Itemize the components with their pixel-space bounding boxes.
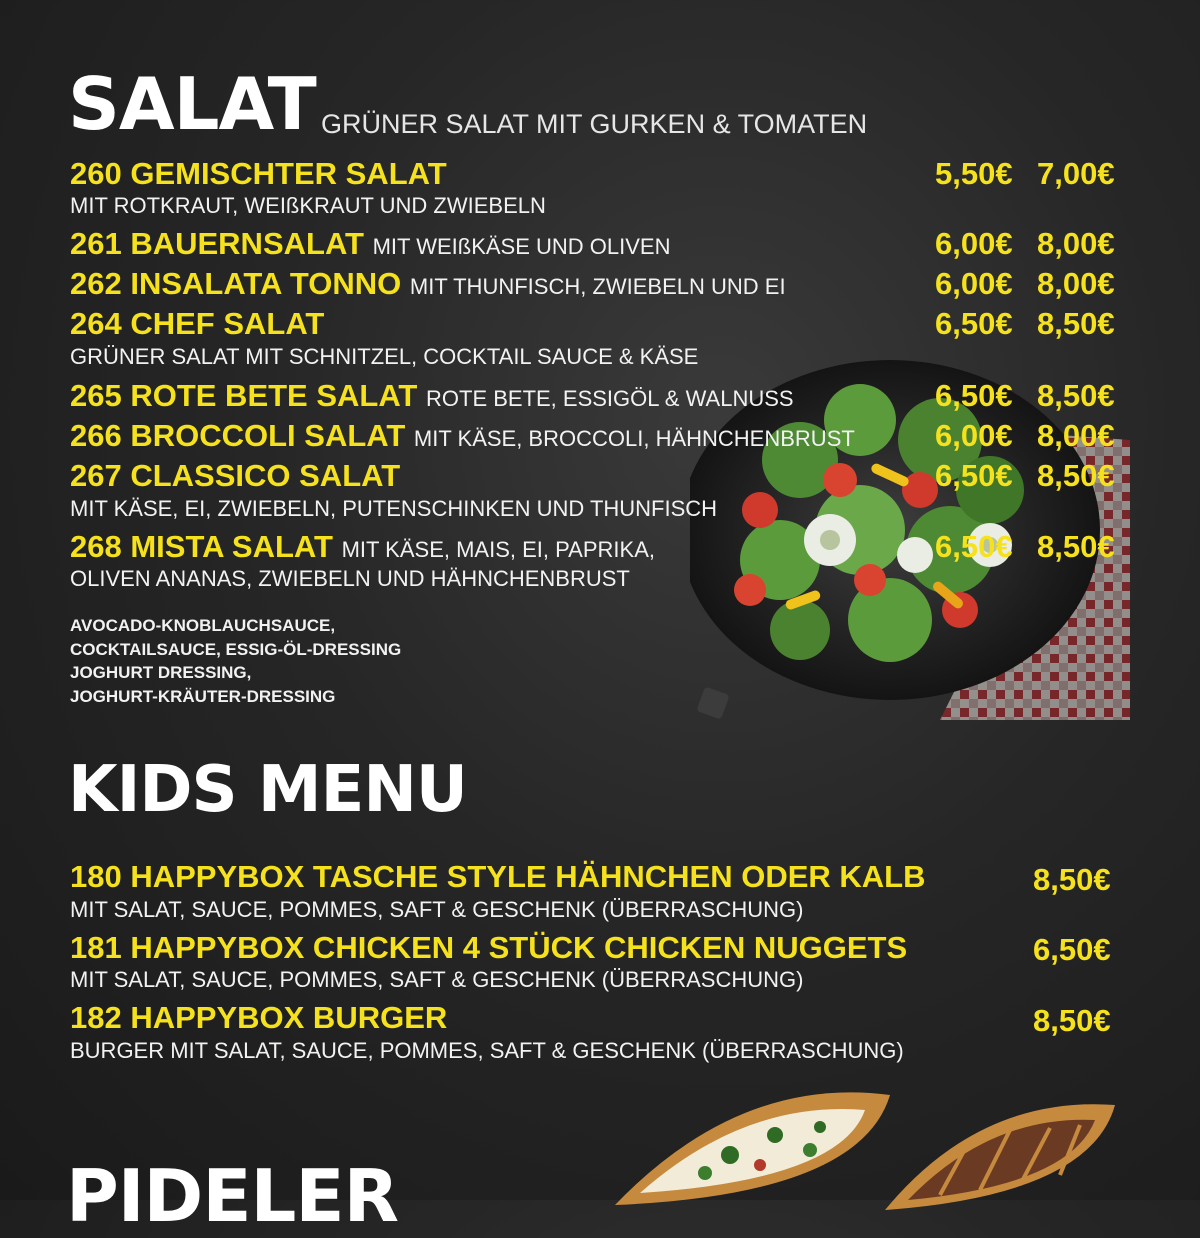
menu-item-desc: MIT SALAT, SAUCE, POMMES, SAFT & GESCHENK (ÜBERRASCHUNG)	[70, 897, 804, 922]
menu-item-desc: MIT SALAT, SAUCE, POMMES, SAFT & GESCHENK (ÜBERRASCHUNG)	[70, 967, 804, 992]
price-small: 6,50€	[935, 458, 1013, 493]
menu-item-inline-desc: MIT KÄSE, MAIS, EI, PAPRIKA,	[341, 537, 655, 562]
price-large: 8,50€	[1037, 458, 1115, 493]
menu-item-name: 268 MISTA SALAT MIT KÄSE, MAIS, EI, PAPRIKA,	[70, 529, 655, 564]
menu-item-name: 266 BROCCOLI SALAT MIT KÄSE, BROCCOLI, HÄHNCHENBRUST	[70, 418, 855, 453]
menu-item-inline-desc: MIT THUNFISCH, ZWIEBELN UND EI	[409, 274, 786, 299]
menu-item-name: 181 HAPPYBOX CHICKEN 4 STÜCK CHICKEN NUGGETS	[70, 930, 908, 965]
menu-item-desc: OLIVEN ANANAS, ZWIEBELN UND HÄHNCHENBRUST	[70, 566, 630, 591]
menu-item-name: 260 GEMISCHTER SALAT	[70, 156, 447, 191]
price-large: 8,00€	[1037, 226, 1115, 261]
menu-item-name: 264 CHEF SALAT	[70, 306, 325, 341]
sauce-line: AVOCADO-KNOBLAUCHSAUCE,	[70, 616, 336, 635]
sauce-list	[70, 614, 401, 708]
price-large: 8,50€	[1037, 529, 1115, 564]
price-large: 8,50€	[1037, 378, 1115, 413]
menu-item-inline-desc: MIT KÄSE, BROCCOLI, HÄHNCHENBRUST	[413, 426, 855, 451]
price-large: 8,50€	[1037, 306, 1115, 341]
price: 8,50€	[1033, 1003, 1111, 1038]
menu-item-desc: MIT KÄSE, EI, ZWIEBELN, PUTENSCHINKEN UND THUNFISCH	[70, 496, 718, 521]
pide-meat-image	[880, 1100, 1120, 1215]
sauce-line: JOGHURT DRESSING,	[70, 663, 252, 682]
menu-item-inline-desc: ROTE BETE, ESSIGÖL & WALNUSS	[426, 386, 794, 411]
section-title-salat: SALAT	[68, 62, 316, 146]
price-small: 5,50€	[935, 156, 1013, 191]
section-title-pideler: PIDELER	[66, 1154, 399, 1238]
price-small: 6,50€	[935, 306, 1013, 341]
section-title-kids-menu: KIDS MENU	[68, 753, 467, 827]
menu-item-inline-desc: MIT WEIßKÄSE UND OLIVEN	[372, 234, 671, 259]
menu-item-desc: MIT ROTKRAUT, WEIßKRAUT UND ZWIEBELN	[70, 193, 546, 218]
sauce-line: COCKTAILSAUCE, ESSIG-ÖL-DRESSING	[70, 639, 402, 659]
section-subtitle-salat: GRÜNER SALAT MIT GURKEN & TOMATEN	[321, 109, 868, 139]
menu-item-name: 267 CLASSICO SALAT	[70, 458, 401, 493]
menu-item-name: 265 ROTE BETE SALAT ROTE BETE, ESSIGÖL & WALNUSS	[70, 378, 794, 413]
price-large: 8,00€	[1037, 266, 1115, 301]
menu-item-desc: BURGER MIT SALAT, SAUCE, POMMES, SAFT & GESCHENK (ÜBERRASCHUNG)	[70, 1038, 904, 1063]
menu-item-desc: GRÜNER SALAT MIT SCHNITZEL, COCKTAIL SAUCE & KÄSE	[70, 344, 699, 369]
sauce-line: JOGHURT-KRÄUTER-DRESSING	[70, 686, 336, 706]
menu-item-name: 180 HAPPYBOX TASCHE STYLE HÄHNCHEN ODER KALB	[70, 859, 926, 894]
price-small: 6,00€	[935, 266, 1013, 301]
price-small: 6,50€	[935, 529, 1013, 564]
menu-item-name: 262 INSALATA TONNO MIT THUNFISCH, ZWIEBELN UND EI	[70, 266, 786, 301]
price-large: 7,00€	[1037, 156, 1115, 191]
pide-spinach-image	[610, 1085, 910, 1225]
price-small: 6,00€	[935, 418, 1013, 453]
price-small: 6,50€	[935, 378, 1013, 413]
price-large: 8,00€	[1037, 418, 1115, 453]
menu-item-name: 261 BAUERNSALAT MIT WEIßKÄSE UND OLIVEN	[70, 226, 671, 261]
price-small: 6,00€	[935, 226, 1013, 261]
price: 8,50€	[1033, 862, 1111, 897]
price: 6,50€	[1033, 932, 1111, 967]
menu-item-name: 182 HAPPYBOX BURGER	[70, 1000, 448, 1035]
